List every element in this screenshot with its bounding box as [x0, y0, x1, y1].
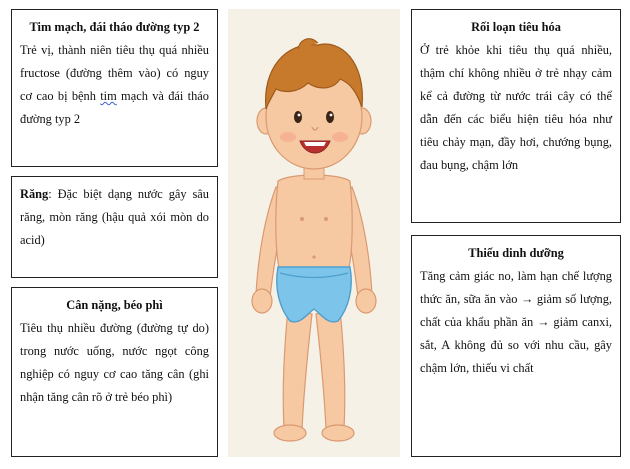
right-nipple [324, 217, 328, 221]
cardio-text-underlined: tim [100, 89, 117, 103]
weight-title: Cân nặng, béo phì [66, 298, 163, 312]
left-foot [274, 425, 306, 441]
cardio-text-b: mạch và đái tháo đường typ 2 [20, 89, 209, 126]
left-leg [283, 309, 312, 429]
left-nipple [300, 217, 304, 221]
teeth-title: Răng [20, 187, 49, 201]
child-illustration [228, 9, 400, 457]
child-figure [228, 9, 400, 457]
right-eye [326, 111, 334, 123]
cardio-text [20, 39, 209, 131]
left-cheek [280, 132, 296, 142]
digestion-title: Rối loạn tiêu hóa [471, 20, 561, 34]
right-eye-shine [330, 114, 333, 117]
weight-text: Tiêu thụ nhiều đường (đường tự do) trong nước uống, nước ngọt công nghiệp có nguy cơ cao tăng cân (ghi nhận tăng cân rõ ở trẻ béo phì) [20, 321, 209, 404]
navel [312, 255, 315, 258]
right-leg [316, 309, 345, 429]
right-hand [356, 289, 376, 313]
left-eye [294, 111, 302, 123]
teeth-body: : Đặc biệt dạng nước gây sâu răng, mòn răng (hậu quả xói mòn do acid) [20, 187, 209, 247]
malnutrition-text: Tăng cảm giác no, làm hạn chế lượng thức ăn, sữa ăn vào → giảm số lượng, chất của khẩu phần ăn → giảm canxi, sắt, A không đủ so với nhu cầu, gây chậm lớn, thiếu vi chất [420, 269, 612, 375]
cardio-text-a: Trẻ vị, thành niên tiêu thụ quá nhiều fructose (đường thêm vào) có nguy cơ cao bị bệnh [20, 43, 209, 103]
cardio-box [11, 9, 218, 167]
digestion-box [411, 9, 621, 223]
malnutrition-title: Thiếu dinh dưỡng [468, 246, 564, 260]
weight-box [11, 287, 218, 457]
right-cheek [332, 132, 348, 142]
digestion-text: Ở trẻ khỏe khi tiêu thụ quá nhiều, thậm chí không nhiều ở trẻ nhạy cảm kể cả đường từ nước trái cây có thể dẫn đến các biểu hiện tiêu hóa như tiêu chảy mạn, đầy hơi, chướng bụng, đau bụng, chậm lớn [420, 43, 612, 172]
right-foot [322, 425, 354, 441]
malnutrition-box [411, 235, 621, 457]
left-eye-shine [298, 114, 301, 117]
left-hand [252, 289, 272, 313]
teeth [304, 142, 326, 146]
teeth-text [20, 183, 209, 252]
teeth-box [11, 176, 218, 278]
cardio-title: Tim mạch, đái tháo đường typ 2 [29, 20, 200, 34]
